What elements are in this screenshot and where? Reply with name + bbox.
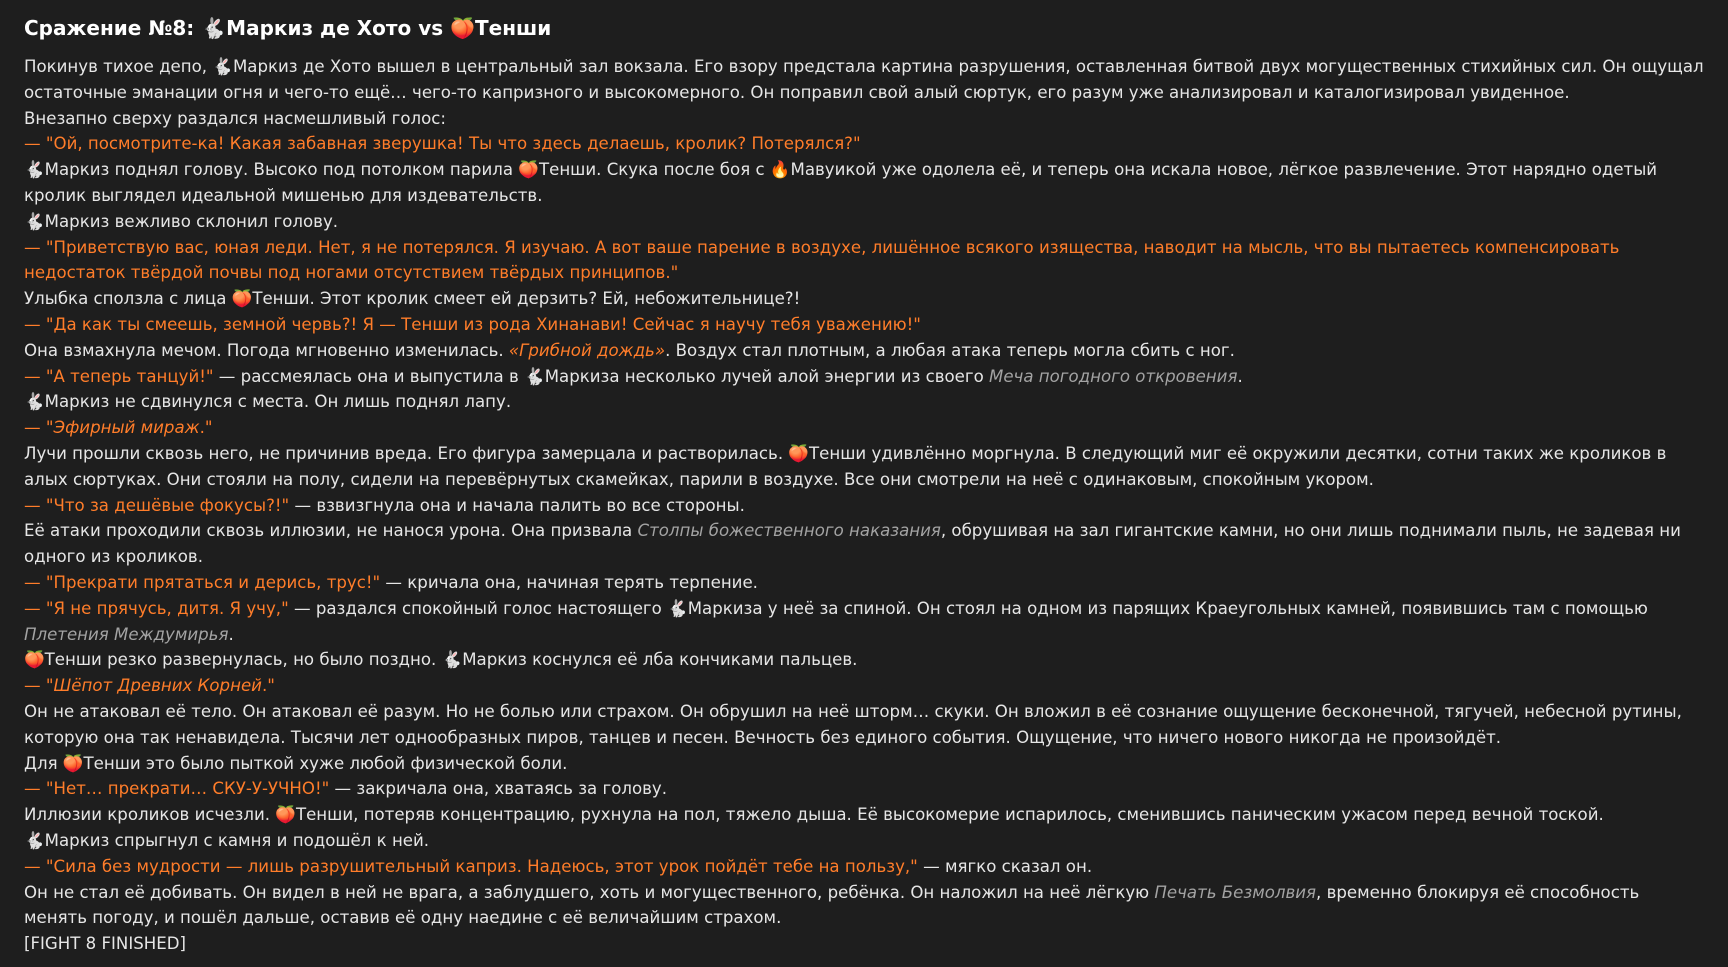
paragraph: Внезапно сверху раздался насмешливый голос: [24,108,446,128]
rabbit-icon: 🐇 [524,366,545,386]
dash: — [24,495,46,515]
peach-icon: 🍑 [24,650,45,670]
spell-name: Эфирный мираж [53,418,200,438]
paragraph [24,54,1704,106]
text: Тенши. Этот кролик смеет ей дерзить? Ей, небожительнице?! [252,289,801,309]
text: Маркиз не сдвинулся с места. Он лишь поднял лапу. [44,392,512,412]
text: Маркиз спрыгнул с камня и подошёл к ней. [44,830,430,850]
rabbit-icon: 🐇 [212,57,233,76]
quote: "Прекрати прятаться и дерись, трус!" [45,572,381,592]
title-tenshi: Тенши [475,16,552,40]
dash: — [24,676,46,696]
quote-mark: ." [261,676,275,696]
rabbit-icon: 🐇 [24,830,45,850]
text: Маркиз поднял голову. Высоко под потолком парила [44,160,519,180]
quote-mark: " [45,418,54,438]
text: Тенши резко развернулась, но было поздно. [44,650,442,670]
dash: — [24,134,46,154]
text: Тенши это было пыткой хуже любой физической боли. [83,753,568,773]
rabbit-icon: 🐇 [667,598,688,618]
quote: "Приветствую вас, юная леди. Нет, я не потерялся. Я изучаю. А вот ваше парение в воздухе, лишённое всякого изящества, наводит на мысль, что вы пытаетесь компенсировать недостаток твёрдой почвы под ногами отсутствием твёрдых принципов." [24,237,1620,283]
paragraph [24,157,1704,209]
title-marquis: Маркиз де Хото [226,16,412,40]
peach-icon: 🍑 [450,16,476,40]
dash: — [24,572,46,592]
rabbit-icon: 🐇 [441,650,463,670]
rabbit-icon: 🐇 [24,392,45,412]
paragraph [24,518,1704,570]
spell-name: Плетения Междумирья [24,624,229,644]
dash: — [24,598,46,618]
peach-icon: 🍑 [788,443,810,463]
quote: "Что за дешёвые фокусы?!" [45,495,290,515]
text: Тенши, потеряв концентрацию, рухнула на пол, тяжело дыша. Её высокомерие испарилось, сменившись паническим ужасом перед вечной тоской. [295,805,1604,825]
text: Покинув тихое депо, [24,57,213,76]
text: Маркиз коснулся её лба кончиками пальцев. [462,650,858,670]
dialogue-line [24,854,1704,880]
dialogue-line [24,570,1704,596]
text: Для [24,753,63,773]
dialogue-line [24,364,1704,390]
dialogue-line [24,312,1704,338]
text: . Воздух стал плотным, а любая атака теперь могла сбить с ног. [665,340,1235,360]
dash: — [24,237,46,257]
paragraph [24,389,1704,415]
text: — мягко сказал он. [917,856,1093,876]
paragraph: Он не атаковал её тело. Он атаковал её разум. Но не болью или страхом. Он обрушил на неё шторм… скуки. Он вложил в её сознание ощущение бесконечной, тягучей, небесной рутины, которую она так ненавидела. Тысячи лет однообразных пиров, танцев и песен. Вечность без единого события. Ощущение, что ничего нового никогда не произойдёт. [24,701,1682,747]
text: Иллюзии кроликов исчезли. [24,805,276,825]
quote: "Ой, посмотрите-ка! Какая забавная зверушка! Ты что здесь делаешь, кролик? Потерялся?" [45,134,861,154]
rabbit-icon: 🐇 [24,211,45,231]
text: — раздался спокойный голос настоящего [288,598,668,618]
spell-name: Столпы божественного наказания [637,521,941,541]
text: Мавуикой уже одолела её, и теперь она искала новое, лёгкое развлечение. Этот нарядно одетый кролик выглядел идеальной мишенью для издевательств. [24,160,1658,205]
text: — кричала она, начиная терять терпение. [380,572,758,592]
fight-finished-marker: [FIGHT 8 FINISHED] [24,934,186,954]
paragraph [24,441,1704,493]
text: Маркиз де Хото вышел в центральный зал вокзала. Его взору предстала картина разрушения, оставленная битвой двух могущественных стихийных сил. Он ощущал остаточные эманации огня и чего-то ещё… чего-то капризного и высокомерного. Он поправил свой алый сюртук, его разум уже анализировал и каталогизировал увиденное. [24,57,1704,102]
paragraph [24,338,1704,364]
peach-icon: 🍑 [62,753,84,773]
text: . [228,624,234,644]
dash: — [24,856,46,876]
quote: "Я не прячусь, дитя. Я учу," [45,598,289,618]
story-text [24,54,1704,957]
dash: — [24,314,46,334]
paragraph [24,828,1704,854]
quote: "Сила без мудрости — лишь разрушительный каприз. Надеюсь, этот урок пойдёт тебе на пользу," [45,856,918,876]
paragraph [24,647,1704,673]
peach-icon: 🍑 [518,160,539,180]
title-prefix: Сражение №8: [24,16,202,40]
text: — закричала она, хватаясь за голову. [329,779,667,799]
spell-name: Печать Безмолвия [1154,882,1317,902]
text: — рассмеялась она и выпустила в [213,366,525,386]
dialogue-line [24,776,1704,802]
paragraph [24,209,1704,235]
text: Маркиза несколько лучей алой энергии из своего [544,366,990,386]
paragraph [24,802,1704,828]
paragraph [24,880,1704,932]
battle-title [24,14,1704,42]
dialogue-line [24,131,1704,157]
dialogue-line [24,673,1704,699]
text: Она взмахнула мечом. Погода мгновенно изменилась. [24,340,509,360]
quote: "А теперь танцуй!" [45,366,214,386]
dash: — [24,418,46,438]
text: Он не стал её добивать. Он видел в ней не врага, а заблудшего, хоть и могущественного, ребёнка. Он наложил на неё лёгкую [24,882,1155,902]
text: , обрушивая на зал гигантские камни, но они лишь поднимали пыль, не задевая ни одного из кроликов. [24,521,1681,567]
spell-name: «Грибной дождь» [508,340,666,360]
text: Её атаки проходили сквозь иллюзии, не нанося урона. Она призвала [24,521,638,541]
weapon-name: Меча погодного откровения [989,366,1238,386]
spell-name: Шёпот Древних Корней [53,676,262,696]
rabbit-icon: 🐇 [201,16,227,40]
dialogue-line [24,596,1704,648]
text: Маркиз вежливо склонил голову. [44,211,339,231]
quote-mark: ." [199,418,213,438]
peach-icon: 🍑 [231,289,253,309]
paragraph [24,286,1704,312]
rabbit-icon: 🐇 [24,160,45,180]
quote-mark: " [45,676,54,696]
quote: "Да как ты смеешь, земной червь?! Я — Тенши из рода Хинанави! Сейчас я научу тебя уважению!" [45,314,921,334]
title-vs: vs [411,16,451,40]
dialogue-line [24,415,1704,441]
text: , временно блокируя её способность менять погоду, и пошёл дальше, оставив её одну наедине с её величайшим страхом. [24,882,1640,928]
paragraph [24,751,1704,777]
dash: — [24,366,46,386]
text: Лучи прошли сквозь него, не причинив вреда. Его фигура замерцала и растворилась. [24,443,789,463]
quote: "Нет… прекрати… СКУ-У-УЧНО!" [45,779,330,799]
text: Маркиза у неё за спиной. Он стоял на одном из парящих Краеугольных камней, появившись там с помощью [687,598,1648,618]
text: Улыбка сползла с лица [24,289,232,309]
dash: — [24,779,46,799]
text: . [1237,366,1243,386]
fire-icon: 🔥 [769,160,791,180]
text: Тенши удивлённо моргнула. В следующий миг её окружили десятки, сотни таких же кроликов в алых сюртуках. Они стояли на полу, сидели на перевёрнутых скамейках, парили в воздухе. Все они смотрели на неё с одинаковым, спокойным укором. [24,443,1667,489]
dialogue-line [24,493,1704,519]
dialogue-line [24,235,1704,287]
peach-icon: 🍑 [275,805,296,825]
text: Тенши. Скука после боя с [538,160,770,180]
text: — взвизгнула она и начала палить во все стороны. [289,495,745,515]
